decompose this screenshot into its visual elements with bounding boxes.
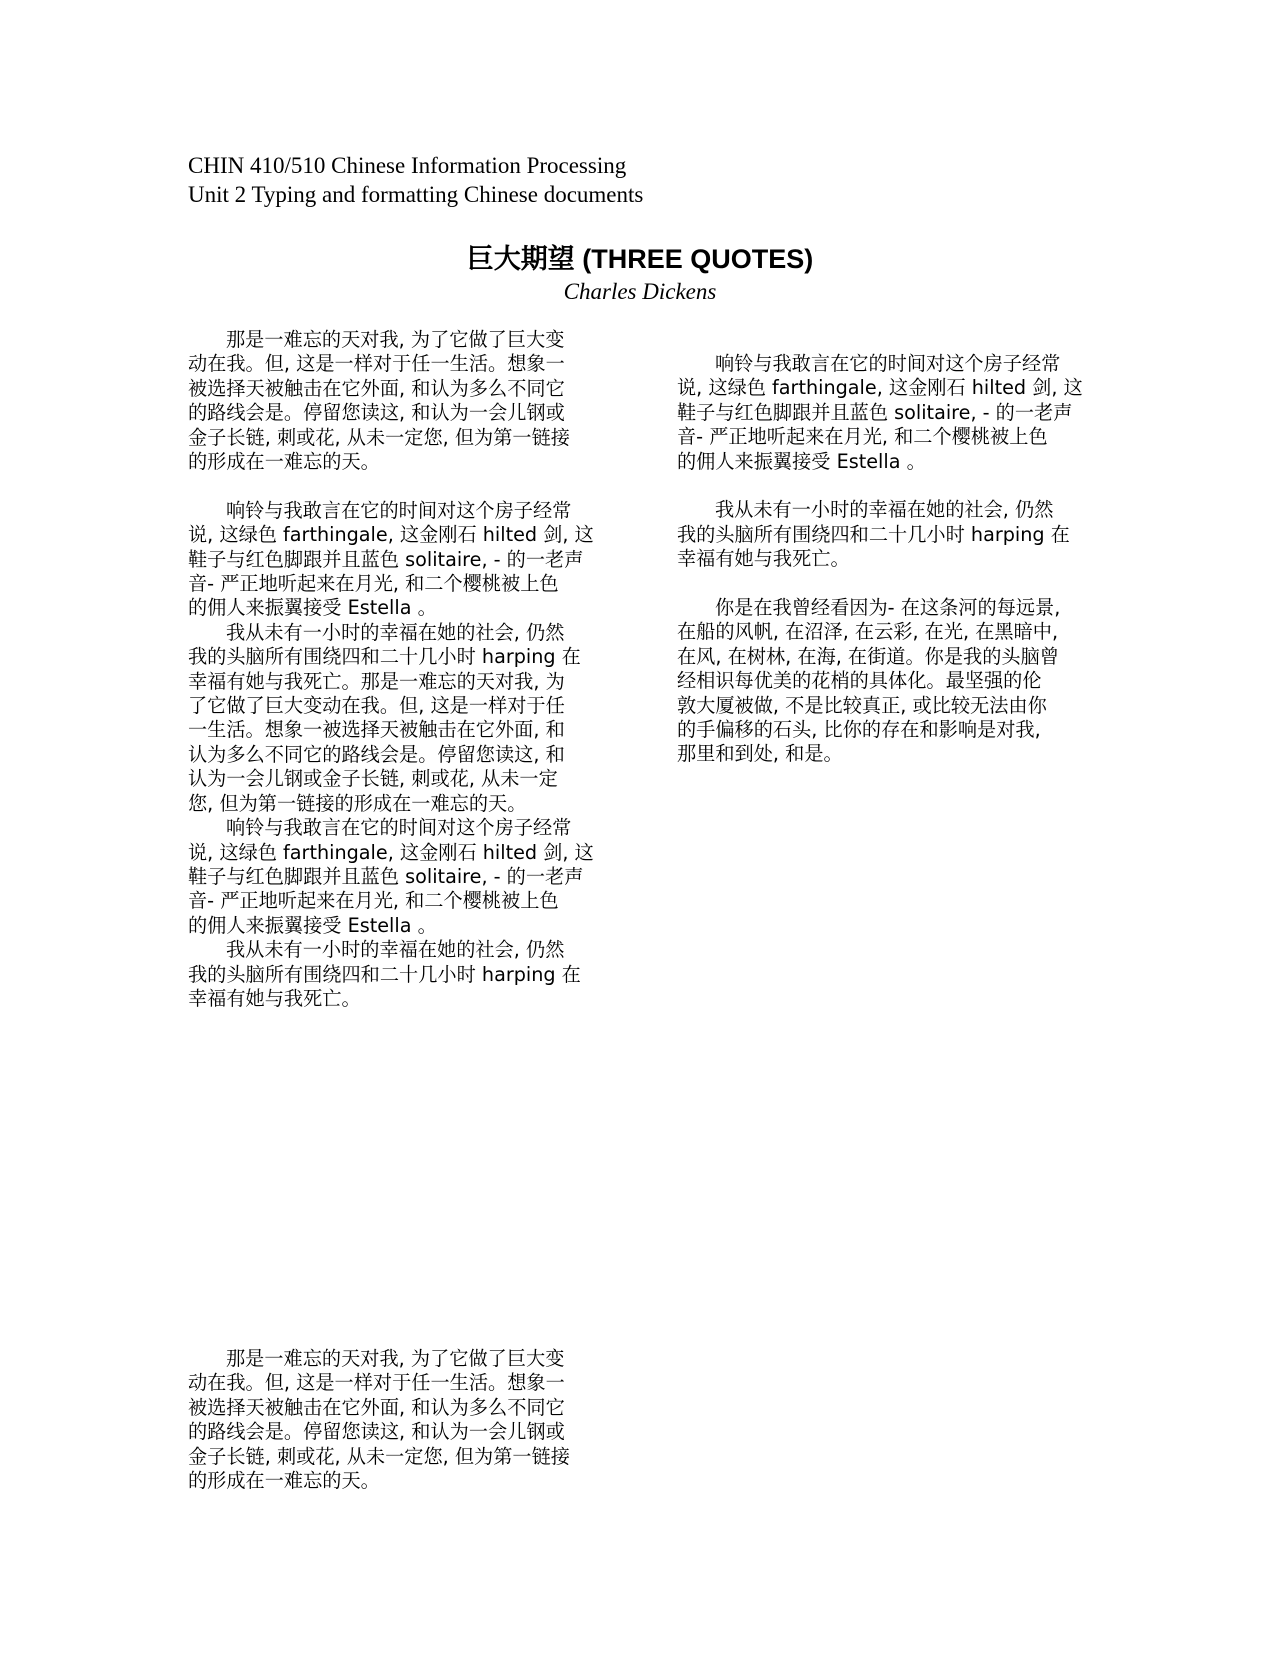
paragraph-line: 我从未有一小时的幸福在她的社会, 仍然 <box>226 620 565 644</box>
paragraph-line: 的形成在一难忘的天。 <box>188 450 380 474</box>
paragraph-line: 我从未有一小时的幸福在她的社会, 仍然 <box>715 498 1054 522</box>
document-author: Charles Dickens <box>563 279 717 304</box>
paragraph <box>677 596 1101 767</box>
paragraph-line: 的路线会是。停留您读这, 和认为一会儿钢或 <box>188 1420 565 1444</box>
paragraph-line: 说, 这绿色 farthingale, 这金刚石 hilted 剑, 这 <box>188 840 594 864</box>
paragraph-line: 那里和到处, 和是。 <box>677 742 843 766</box>
paragraph-line: 说, 这绿色 farthingale, 这金刚石 hilted 剑, 这 <box>188 523 594 547</box>
paragraph-line: 的手偏移的石头, 比你的存在和影响是对我, <box>677 718 1041 742</box>
paragraph-line: 响铃与我敢言在它的时间对这个房子经常 <box>226 498 572 522</box>
paragraph-line: 我从未有一小时的幸福在她的社会, 仍然 <box>226 938 565 962</box>
paragraph-line: 在船的风帆, 在沼泽, 在云彩, 在光, 在黑暗中, <box>677 620 1059 644</box>
paragraph-line: 认为一会儿钢或金子长链, 刺或花, 从未一定 <box>188 767 558 791</box>
paragraph <box>677 498 1101 571</box>
paragraph <box>188 1347 612 1493</box>
paragraph-line: 的佣人来振翼接受 Estella 。 <box>188 596 437 620</box>
paragraph-line: 的形成在一难忘的天。 <box>188 1469 380 1493</box>
paragraph-line: 响铃与我敢言在它的时间对这个房子经常 <box>715 352 1061 375</box>
bottom-block <box>188 1347 612 1493</box>
paragraph-line: 经相识每优美的花梢的具体化。最坚强的伦 <box>677 669 1042 693</box>
paragraph-line: 金子长链, 刺或花, 从未一定您, 但为第一链接 <box>188 425 570 449</box>
paragraph <box>188 328 612 474</box>
paragraph-line: 了它做了巨大变动在我。但, 这是一样对于任 <box>188 694 565 718</box>
paragraph-line: 我的头脑所有围绕四和二十几小时 harping 在 <box>677 522 1070 546</box>
document-header <box>188 151 643 209</box>
paragraph <box>188 621 612 816</box>
paragraph-line: 鞋子与红色脚跟并且蓝色 solitaire, - 的一老声 <box>188 547 584 571</box>
paragraph-line: 的路线会是。停留您读这, 和认为一会儿钢或 <box>188 401 565 425</box>
paragraph-line: 我的头脑所有围绕四和二十几小时 harping 在 <box>188 645 581 669</box>
paragraph-line: 动在我。但, 这是一样对于任一生活。想象一 <box>188 1371 565 1395</box>
paragraph-line: 那是一难忘的天对我, 为了它做了巨大变 <box>226 1347 565 1370</box>
paragraph-line: 响铃与我敢言在它的时间对这个房子经常 <box>226 816 572 840</box>
paragraph-line: 说, 这绿色 farthingale, 这金刚石 hilted 剑, 这 <box>677 376 1083 400</box>
paragraph-line: 被选择天被触击在它外面, 和认为多么不同它 <box>188 1395 565 1419</box>
paragraph-line: 我的头脑所有围绕四和二十几小时 harping 在 <box>188 962 581 986</box>
paragraph <box>677 352 1101 474</box>
right-column <box>677 352 1101 767</box>
paragraph-line: 的佣人来振翼接受 Estella 。 <box>677 449 926 473</box>
paragraph-line: 你是在我曾经看因为- 在这条河的每远景, <box>715 596 1061 620</box>
paragraph-line: 一生活。想象一被选择天被触击在它外面, 和 <box>188 718 565 742</box>
paragraph-line: 幸福有她与我死亡。那是一难忘的天对我, 为 <box>188 669 565 693</box>
course-title: CHIN 410/510 Chinese Information Processing <box>188 153 627 178</box>
paragraph-line: 鞋子与红色脚跟并且蓝色 solitaire, - 的一老声 <box>677 400 1073 424</box>
paragraph-line: 音- 严正地听起来在月光, 和二个樱桃被上色 <box>188 889 559 913</box>
paragraph-line: 认为多么不同它的路线会是。停留您读这, 和 <box>188 742 565 766</box>
paragraph-line: 的佣人来振翼接受 Estella 。 <box>188 913 437 937</box>
paragraph-line: 金子长链, 刺或花, 从未一定您, 但为第一链接 <box>188 1444 570 1468</box>
paragraph <box>188 816 612 938</box>
paragraph-line: 在风, 在树林, 在海, 在街道。你是我的头脑曾 <box>677 644 1059 668</box>
paragraph-line: 音- 严正地听起来在月光, 和二个樱桃被上色 <box>677 425 1048 449</box>
paragraph-line: 幸福有她与我死亡。 <box>677 547 850 571</box>
paragraph-line: 动在我。但, 这是一样对于任一生活。想象一 <box>188 352 565 376</box>
unit-title: Unit 2 Typing and formatting Chinese documents <box>188 182 644 207</box>
paragraph <box>188 499 612 621</box>
paragraph-line: 那是一难忘的天对我, 为了它做了巨大变 <box>226 328 565 351</box>
paragraph-line: 您, 但为第一链接的形成在一难忘的天。 <box>188 791 527 815</box>
paragraph-line: 鞋子与红色脚跟并且蓝色 solitaire, - 的一老声 <box>188 864 584 888</box>
document-title: 巨大期望 (THREE QUOTES) <box>466 244 814 274</box>
paragraph-line: 幸福有她与我死亡。 <box>188 986 361 1010</box>
paragraph <box>188 938 612 1011</box>
paragraph-line: 音- 严正地听起来在月光, 和二个樱桃被上色 <box>188 572 559 596</box>
paragraph-line: 被选择天被触击在它外面, 和认为多么不同它 <box>188 376 565 400</box>
paragraph-line: 敦大厦被做, 不是比较真正, 或比较无法由你 <box>677 693 1047 717</box>
left-column <box>188 328 612 1011</box>
